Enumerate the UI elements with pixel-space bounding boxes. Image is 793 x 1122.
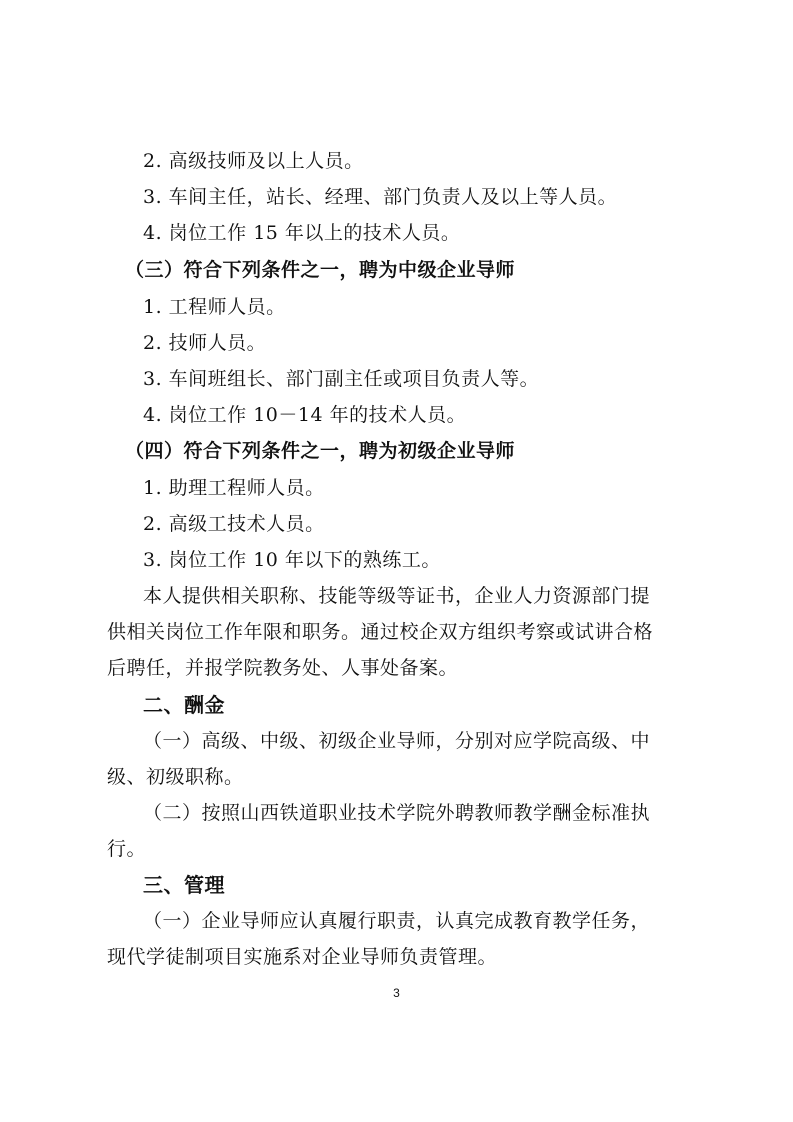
paragraph-remuneration-1-line-1: （一）高级、中级、初级企业导师，分别对应学院高级、中 — [143, 730, 651, 752]
paragraph-management-line-2: 现代学徒制项目实施系对企业导师负责管理。 — [107, 946, 498, 968]
paragraph-management-line-1: （一）企业导师应认真履行职责，认真完成教育教学任务， — [143, 910, 651, 932]
section-heading-management: 三、管理 — [143, 873, 225, 897]
list-item-technician: 2. 技师人员。 — [143, 332, 267, 354]
list-item-15-years: 4. 岗位工作 15 年以上的技术人员。 — [143, 222, 461, 244]
paragraph-remuneration-2-line-2: 行。 — [107, 838, 147, 860]
subsection-heading-intermediate: （三）符合下列条件之一，聘为中级企业导师 — [125, 259, 516, 281]
list-item-team-leader: 3. 车间班组长、部门副主任或项目负责人等。 — [143, 368, 540, 390]
paragraph-remuneration-1-line-2: 级、初级职称。 — [107, 766, 244, 788]
list-item-10-14-years: 4. 岗位工作 10－14 年的技术人员。 — [143, 404, 467, 426]
list-item-workshop-director: 3. 车间主任，站长、经理、部门负责人及以上等人员。 — [143, 186, 618, 208]
list-item-under-10-years: 3. 岗位工作 10 年以下的熟练工。 — [143, 549, 441, 571]
list-item-assistant-engineer: 1. 助理工程师人员。 — [143, 477, 325, 499]
paragraph-certificates-line-1: 本人提供相关职称、技能等级等证书，企业人力资源部门提 — [143, 585, 651, 607]
list-item-senior-technician: 2. 高级技师及以上人员。 — [143, 150, 364, 172]
section-heading-remuneration: 二、酬金 — [143, 693, 225, 717]
list-item-senior-worker: 2. 高级工技术人员。 — [143, 513, 325, 535]
list-item-engineer: 1. 工程师人员。 — [143, 296, 286, 318]
paragraph-certificates-line-2: 供相关岗位工作年限和职务。通过校企双方组织考察或试讲合格 — [107, 621, 654, 643]
paragraph-certificates-line-3: 后聘任，并报学院教务处、人事处备案。 — [107, 657, 459, 679]
paragraph-remuneration-2-line-1: （二）按照山西铁道职业技术学院外聘教师教学酬金标准执 — [143, 802, 651, 824]
subsection-heading-junior: （四）符合下列条件之一，聘为初级企业导师 — [125, 440, 516, 462]
page-number: 3 — [393, 986, 400, 1000]
